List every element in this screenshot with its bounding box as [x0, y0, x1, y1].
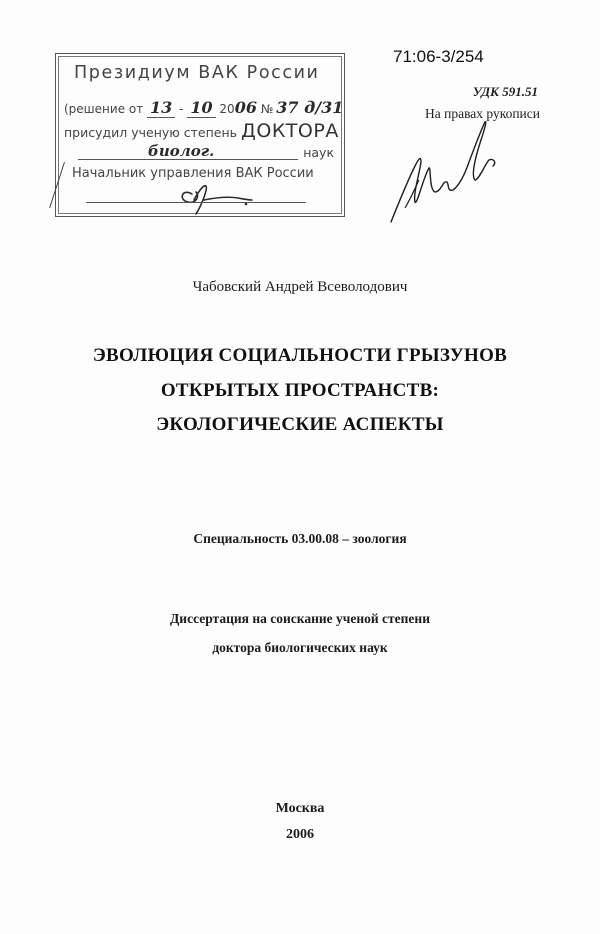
registry-number: 71:06-3/254 [393, 47, 484, 66]
stamp-field-suffix: наук [303, 145, 334, 160]
author-signature [385, 118, 505, 233]
stamp-decision-number: 37 д/31 [276, 98, 344, 117]
stamp-awarded-line [64, 120, 339, 142]
stamp-decision-prefix: (решение от [64, 102, 144, 116]
signature-icon [385, 118, 505, 228]
stamp-field-handwritten: биолог. [148, 142, 215, 160]
city: Москва [275, 801, 325, 816]
stamp-number-label: № [260, 102, 274, 116]
stamp-decision-line [64, 98, 346, 117]
udk-code: УДК 591.51 [472, 84, 538, 99]
dissertation-title-line-1: ЭВОЛЮЦИЯ СОЦИАЛЬНОСТИ ГРЫЗУНОВ [92, 345, 508, 366]
stamp-decision-month: 10 [187, 98, 215, 118]
stamp-title: Президиум ВАК России [74, 63, 320, 83]
stamp-official-title: Начальник управления ВАК России [72, 166, 314, 181]
stamp-official-signature [174, 174, 264, 220]
stamp-awarded-degree: ДОКТОРА [241, 120, 339, 142]
degree-line-2: доктора биологических наук [212, 640, 388, 655]
author-name: Чабовский Андрей Всеволодович [192, 279, 408, 295]
stamp-decision-year-prefix: 20 [219, 102, 235, 116]
stamp-decision-year: 06 [234, 98, 257, 117]
signature-icon [174, 174, 264, 216]
stamp-decision-day: 13 [147, 98, 175, 118]
stamp-signature-underline [86, 202, 306, 203]
manuscript-rights-notice: На правах рукописи [424, 106, 540, 121]
stamp-awarded-label: присудил ученую степень [64, 125, 238, 140]
stamp-date-separator: - [179, 102, 184, 116]
year: 2006 [286, 827, 314, 842]
specialty: Специальность 03.00.08 – зоология [193, 531, 407, 546]
stamp-diagonal-stroke [49, 162, 65, 208]
dissertation-title-line-3: ЭКОЛОГИЧЕСКИЕ АСПЕКТЫ [156, 414, 444, 435]
vak-stamp [55, 53, 345, 217]
degree-line-1: Диссертация на соискание ученой степени [170, 611, 430, 626]
stamp-field-row [78, 142, 334, 162]
dissertation-title-line-2: ОТКРЫТЫХ ПРОСТРАНСТВ: [160, 380, 440, 401]
